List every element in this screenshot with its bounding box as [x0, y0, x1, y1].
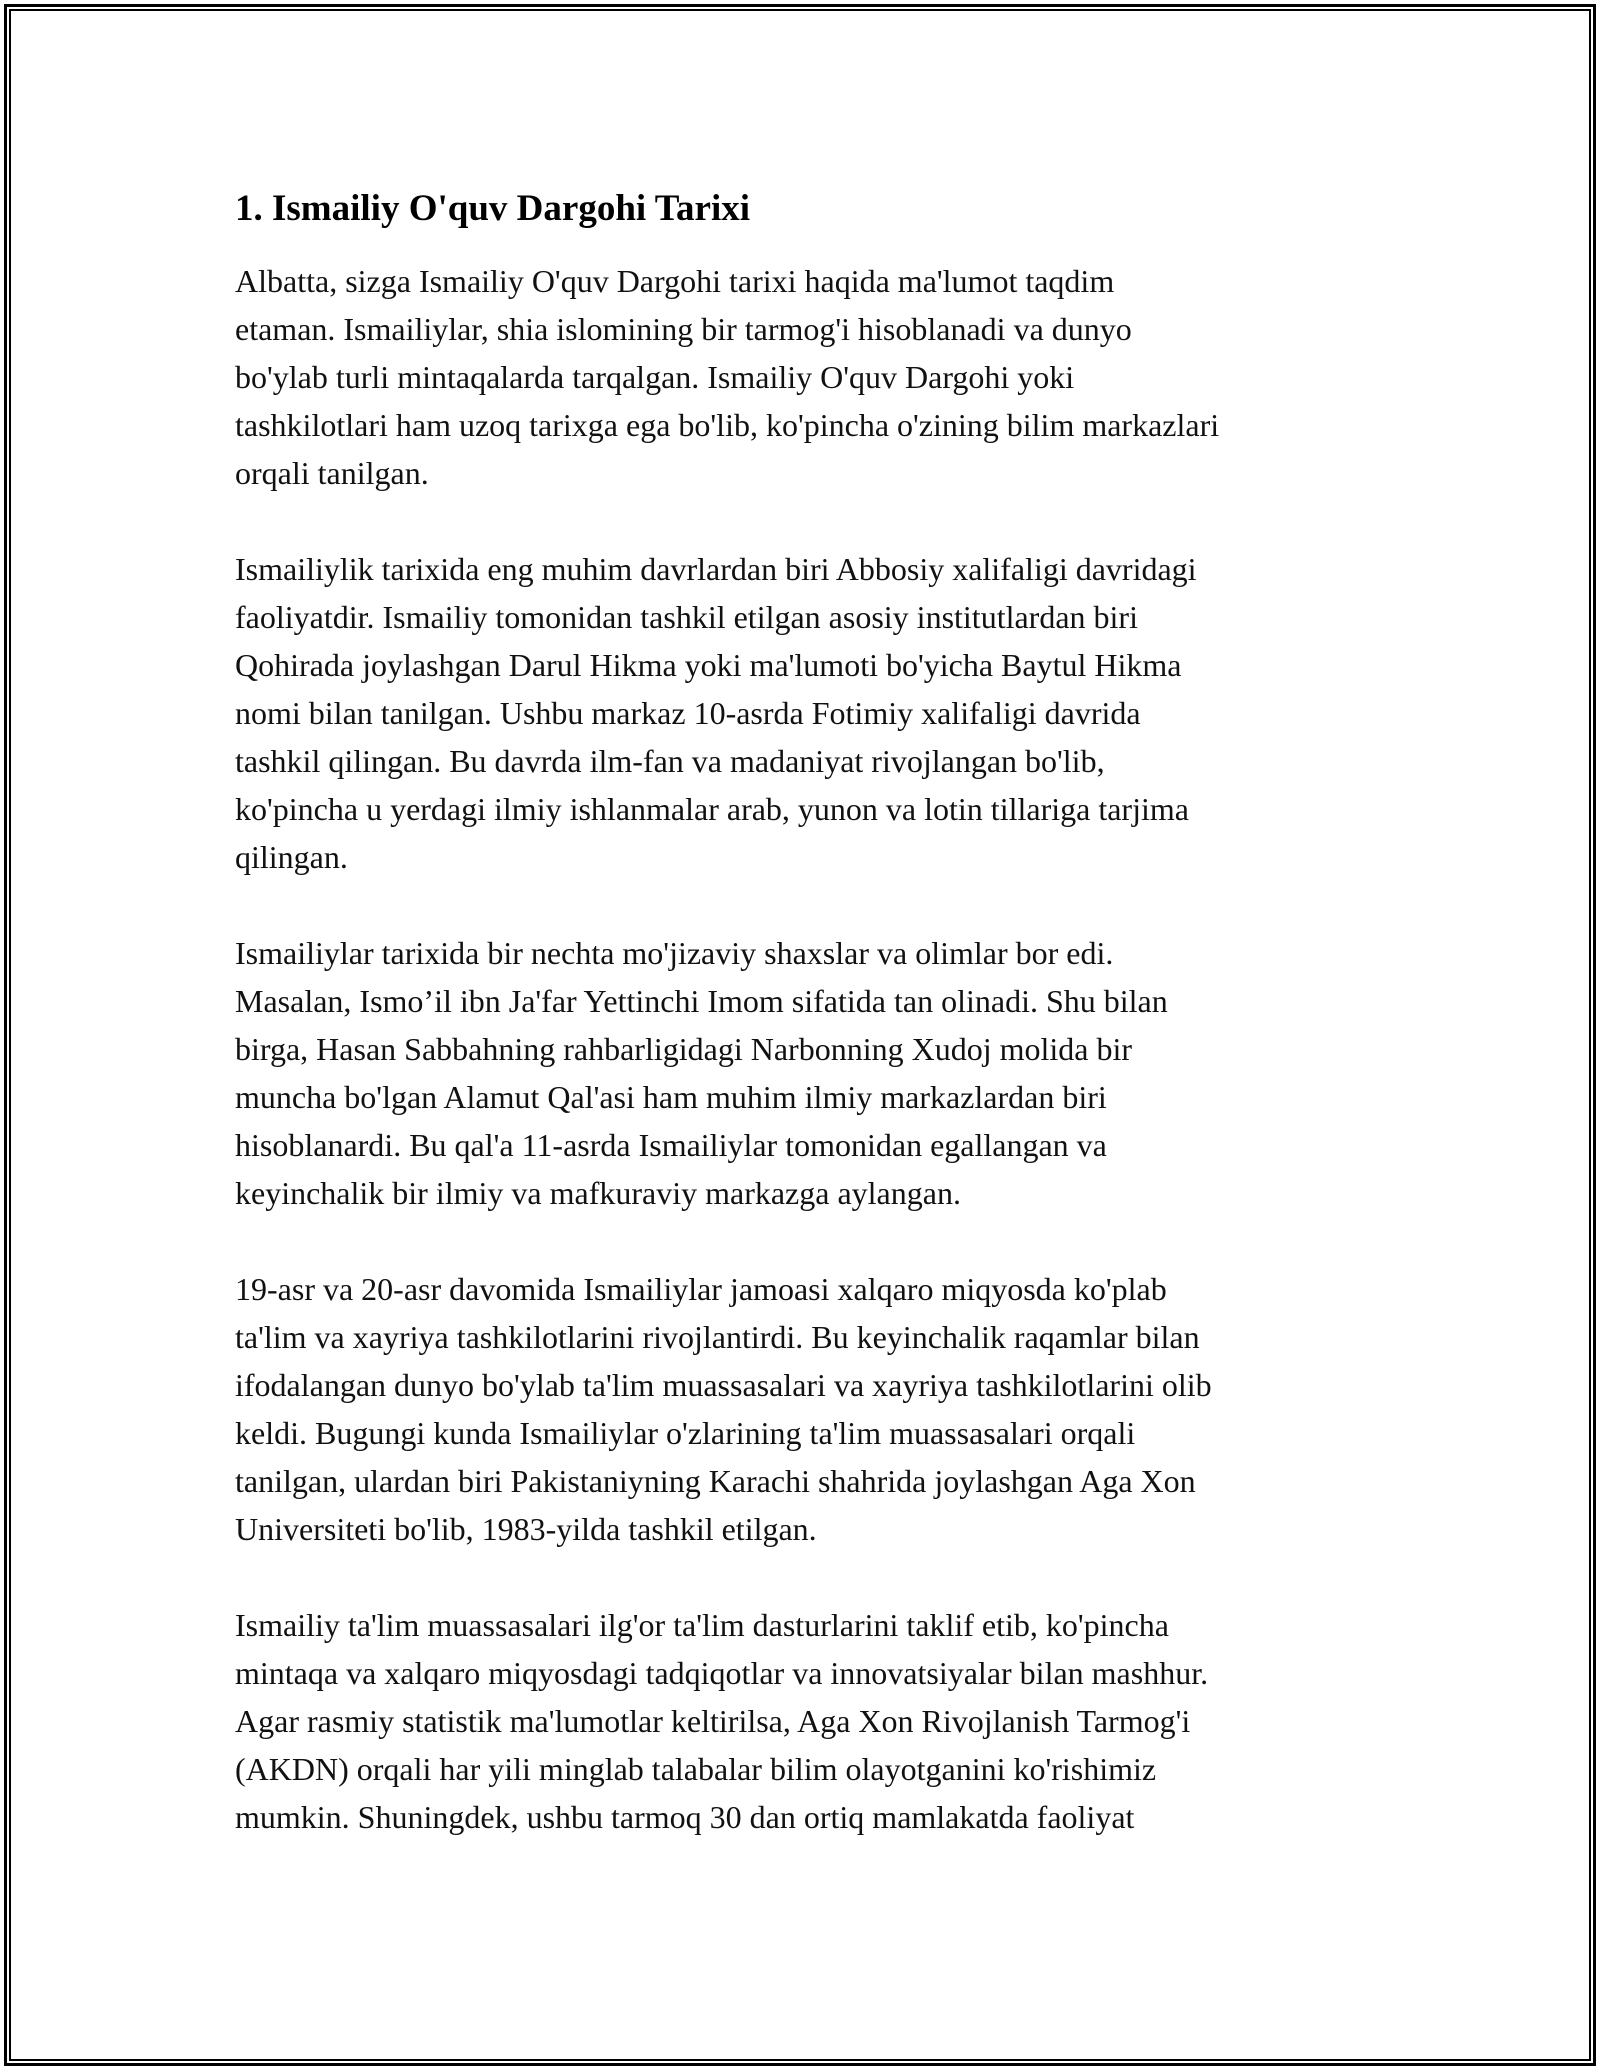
- paragraph: Ismailiylik tarixida eng muhim davrlardan biri Abbosiy xalifaligi davridagi faoliyatdir. Ismailiy tomonidan tashkil etilgan asosiy institutlardan biri Qohirada joylashgan Darul Hikma yoki ma'lumoti bo'yicha Baytul Hikma nomi bilan tanilgan. Ushbu markaz 10-asrda Fotimiy xalifaligi davrida tashkil qilingan. Bu davrda ilm-fan va madaniyat rivojlangan bo'lib, ko'pincha u yerdagi ilmiy ishlanmalar arab, yunon va lotin tillariga tarjima qilingan.: [235, 551, 1197, 875]
- paragraph: Albatta, sizga Ismailiy O'quv Dargohi tarixi haqida ma'lumot taqdim etaman. Ismailiylar, shia islomining bir tarmog'i hisoblanadi va dunyo bo'ylab turli mintaqalarda tarqalgan. Ismailiy O'quv Dargohi yoki tashkilotlari ham uzoq tarixga ega bo'lib, ko'pincha o'zining bilim markazlari orqali tanilgan.: [235, 263, 1220, 491]
- document-title: 1. Ismailiy O'quv Dargohi Tarixi: [235, 188, 751, 229]
- paragraph: Ismailiy ta'lim muassasalari ilg'or ta'lim dasturlarini taklif etib, ko'pincha mintaqa va xalqaro miqyosdagi tadqiqotlar va innovatsiyalar bilan mashhur. Agar rasmiy statistik ma'lumotlar keltirilsa, Aga Xon Rivojlanish Tarmog'i (AKDN) orqali har yili minglab talabalar bilim olayotganini ko'rishimiz mumkin. Shuningdek, ushbu tarmoq 30 dan ortiq mamlakatda faoliyat: [235, 1607, 1209, 1835]
- document-body: [235, 185, 1375, 1889]
- paragraph: Ismailiylar tarixida bir nechta mo'jizaviy shaxslar va olimlar bor edi. Masalan, Ismo’il ibn Ja'far Yettinchi Imom sifatida tan olinadi. Shu bilan birga, Hasan Sabbahning rahbarligidagi Narbonning Xudoj molida bir muncha bo'lgan Alamut Qal'asi ham muhim ilmiy markazlardan biri hisoblanardi. Bu qal'a 11-asrda Ismailiylar tomonidan egallangan va keyinchalik bir ilmiy va mafkuraviy markazga aylangan.: [235, 935, 1168, 1211]
- paragraph: 19-asr va 20-asr davomida Ismailiylar jamoasi xalqaro miqyosda ko'plab ta'lim va xayriya tashkilotlarini rivojlantirdi. Bu keyinchalik raqamlar bilan ifodalangan dunyo bo'ylab ta'lim muassasalari va xayriya tashkilotlarini olib keldi. Bugungi kunda Ismailiylar o'zlarining ta'lim muassasalari orqali tanilgan, ulardan biri Pakistaniyning Karachi shahrida joylashgan Aga Xon Universiteti bo'lib, 1983-yilda tashkil etilgan.: [235, 1271, 1212, 1547]
